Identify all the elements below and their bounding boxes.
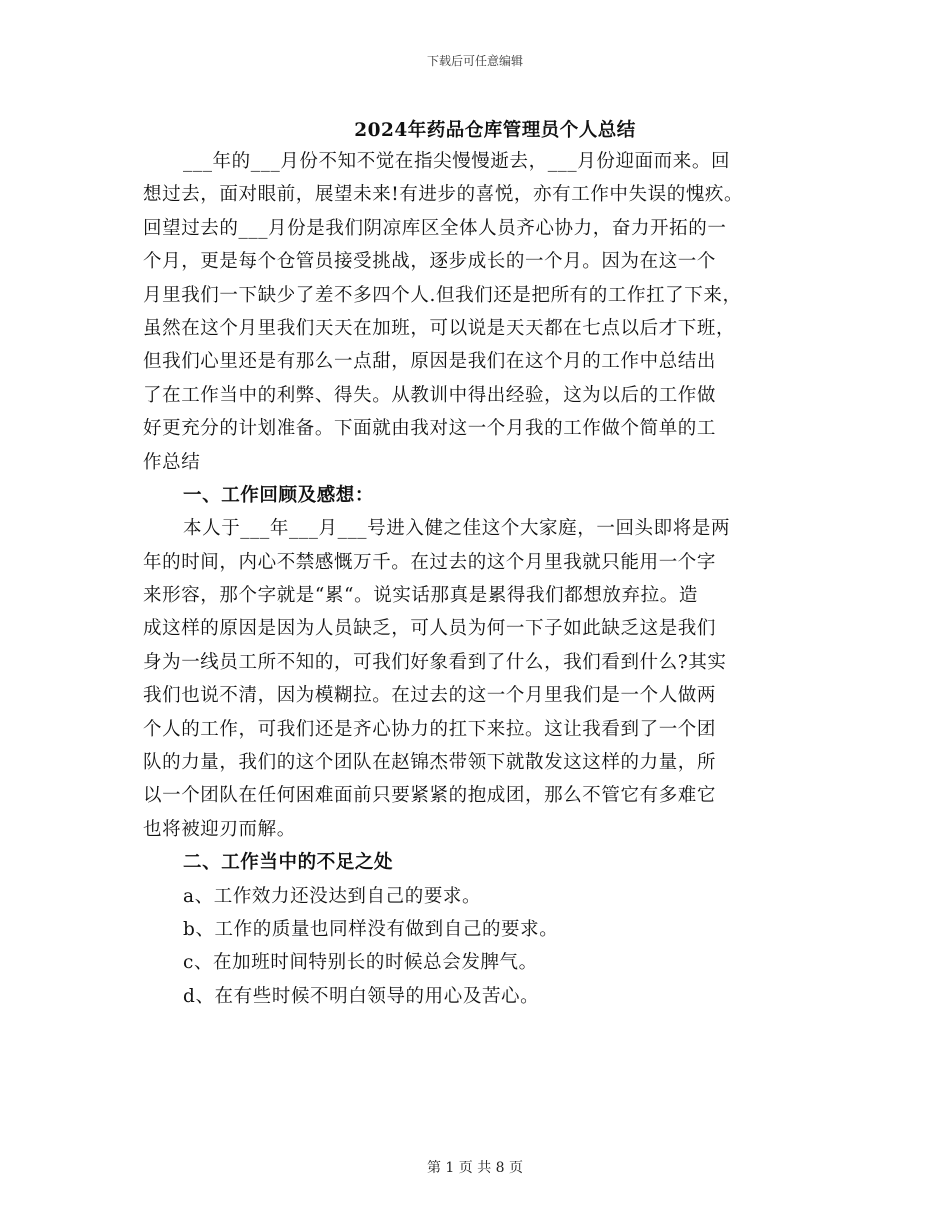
paragraph-line: 本人于___年___月___号进入健之佳这个大家庭，一回头即将是两: [183, 518, 731, 540]
header-note: 下载后可任意编辑: [426, 54, 523, 68]
paragraph-line: 虽然在这个月里我们天天在加班，可以说是天天都在七点以后才下班，: [143, 317, 736, 339]
paragraph-line: 个月，更是每个仓管员接受挑战，逐步成长的一个月。因为在这一个: [143, 251, 717, 273]
section-heading: 二、工作当中的不足之处: [183, 852, 394, 874]
list-item: b、工作的质量也同样没有做到自己的要求。: [183, 918, 559, 940]
paragraph-line: 个人的工作，可我们还是齐心协力的扛下来拉。这让我看到了一个团: [143, 718, 717, 740]
paragraph-line: 回望过去的___月份是我们阴凉库区全体人员齐心协力，奋力开拓的一: [143, 217, 727, 239]
paragraph-line: 来形容，那个字就是“累“。说实话那真是累得我们都想放弃拉。造: [143, 585, 698, 607]
paragraph-line: 想过去，面对眼前，展望未来!有进步的喜悦，亦有工作中失误的愧疚。: [143, 184, 744, 206]
paragraph-line: ___年的___月份不知不觉在指尖慢慢逝去，___月份迎面而来。回: [183, 151, 731, 172]
paragraph-line: 但我们心里还是有那么一点甜，原因是我们在这个月的工作中总结出: [143, 351, 717, 373]
paragraph-line: 月里我们一下缺少了差不多四个人.但我们还是把所有的工作扛了下来，: [143, 284, 742, 306]
page-number: 第 1 页 共 8 页: [426, 1160, 524, 1176]
list-item: d、在有些时候不明白领导的用心及苦心。: [183, 985, 540, 1007]
section-heading: 一、工作回顾及感想：: [183, 484, 375, 506]
paragraph-line: 也将被迎刃而解。: [143, 818, 296, 840]
paragraph-line: 身为一线员工所不知的，可我们好象看到了什么，我们看到什么?其实: [143, 651, 727, 673]
list-item: c、在加班时间特别长的时候总会发脾气。: [183, 952, 538, 974]
document-title: 2024年药品仓库管理员个人总结: [354, 120, 636, 141]
paragraph-line: 了在工作当中的利弊、得失。从教训中得出经验，这为以后的工作做: [143, 384, 717, 406]
paragraph-line: 我们也说不清，因为模糊拉。在过去的这一个月里我们是一个人做两: [143, 685, 717, 707]
list-item: a、工作效力还没达到自己的要求。: [183, 885, 482, 907]
paragraph-line: 作总结: [143, 451, 201, 473]
paragraph-line: 以一个团队在任何困难面前只要紧紧的抱成团，那么不管它有多难它: [143, 785, 717, 807]
document-body: [143, 145, 823, 1013]
paragraph-line: 成这样的原因是因为人员缺乏，可人员为何一下子如此缺乏这是我们: [143, 618, 717, 640]
paragraph-line: 队的力量，我们的这个团队在赵锦杰带领下就散发这这样的力量，所: [143, 752, 717, 774]
paragraph-line: 好更充分的计划准备。下面就由我对这一个月我的工作做个简单的工: [143, 418, 717, 440]
paragraph-line: 年的时间，内心不禁感慨万千。在过去的这个月里我就只能用一个字: [143, 551, 717, 573]
